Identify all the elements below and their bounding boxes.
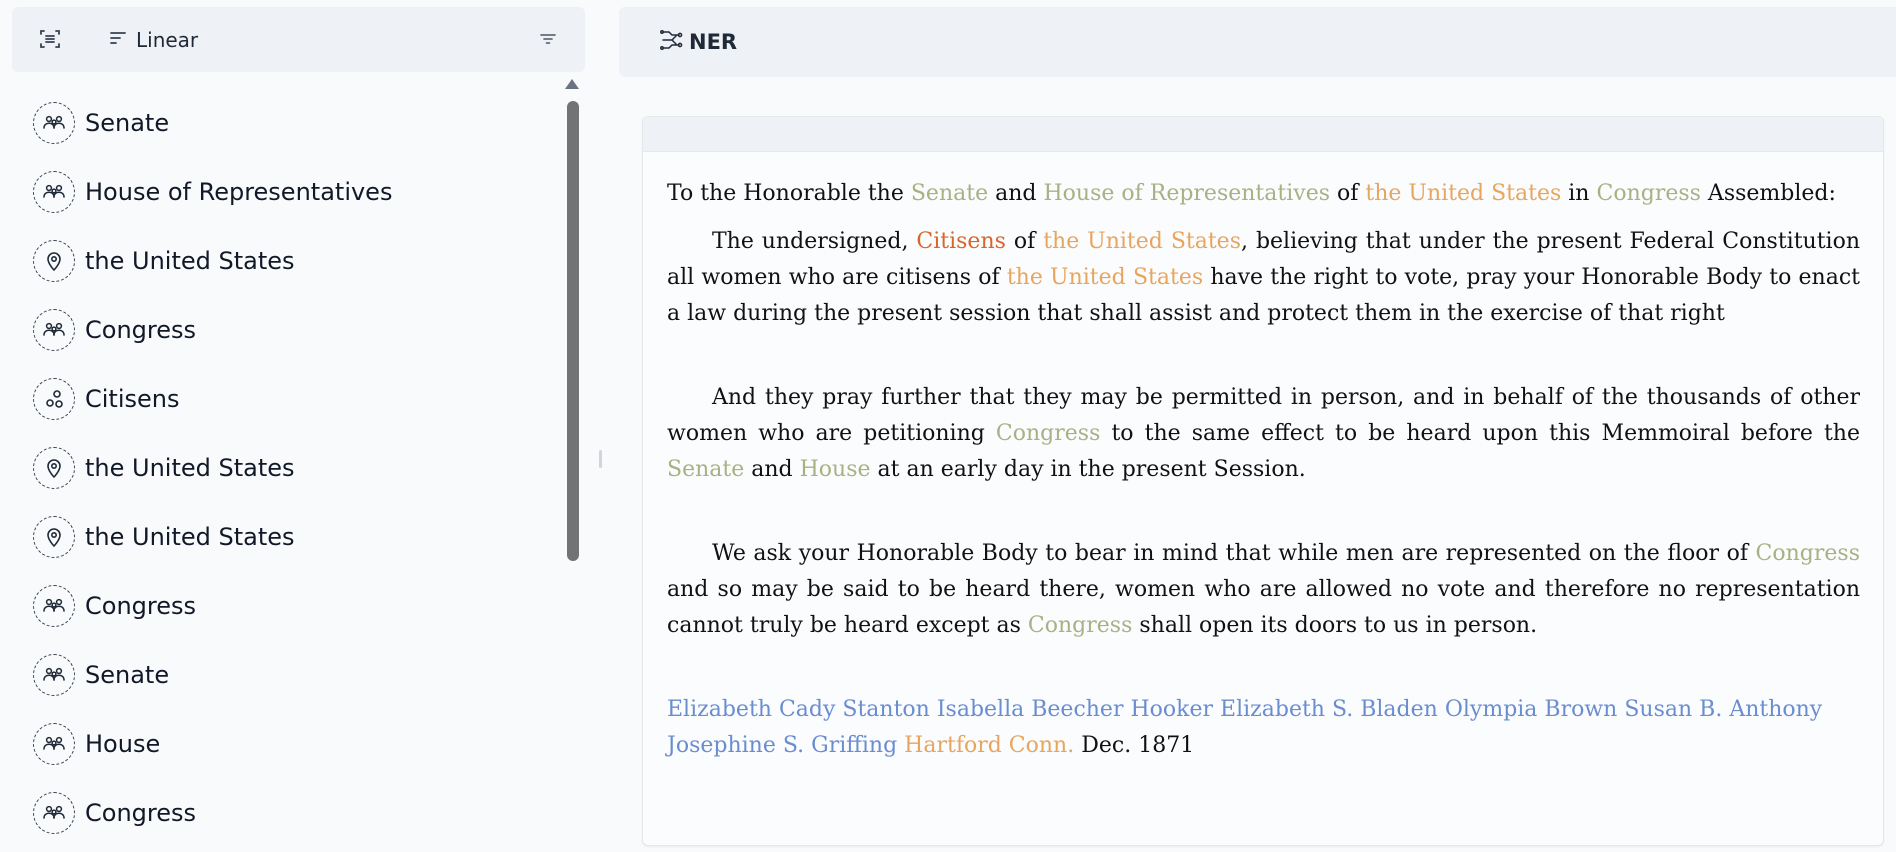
text-span: have the right to vote, pray your Honorable Body to enact a law during the present session that shall assist and protect them in the exercise of that right [667,265,1860,326]
text-span: Assembled: [1700,181,1836,206]
group-icon [33,378,75,420]
entity-list-item[interactable] [12,502,562,571]
text-span: of [1005,229,1044,254]
doc-paragraph-1 [667,224,1860,332]
entity-list-item[interactable] [12,295,562,364]
panel-title: NER [689,30,738,54]
people-icon [33,723,75,765]
text-span: and [744,457,800,482]
sort-icon [108,28,128,52]
person-entity[interactable]: Susan B. Anthony [1624,697,1823,722]
entity-list-item[interactable] [12,88,562,157]
organization-entity[interactable]: House of Representatives [1043,181,1331,206]
text-span: We ask your Honorable Body to bear in mind that while men are represented on the floor of [712,541,1756,566]
doc-paragraph-2 [667,380,1860,488]
entity-label: Citisens [85,384,180,413]
doc-title [667,176,1860,212]
text-span: And they pray further that they may be permitted in person, and in behalf of the thousands of other women who are petitioning [667,385,1860,446]
people-icon [33,585,75,627]
location-icon [33,447,75,489]
entity-label: Congress [85,591,196,620]
text-span: of [1330,181,1366,206]
panel-resize-handle[interactable] [599,450,602,468]
doc-paragraph-3 [667,536,1860,644]
entity-list-item[interactable] [12,778,562,847]
text-span: and so may be said to be heard there, women who are allowed no vote and therefore no representation cannot truly be heard except as [667,577,1860,638]
text-span [930,697,937,722]
person-entity[interactable]: Josephine S. Griffing [667,733,898,758]
location-entity[interactable]: the United States [1043,229,1241,254]
doc-signatures [667,692,1860,764]
location-icon [33,516,75,558]
entity-label: the United States [85,246,295,275]
entity-label: Congress [85,315,196,344]
location-entity[interactable]: the United States [1006,265,1204,290]
entity-list-item[interactable] [12,157,562,226]
text-span: and [988,181,1044,206]
people-icon [33,309,75,351]
organization-entity[interactable]: Senate [910,181,989,206]
person-entity[interactable]: Elizabeth S. Bladen [1220,697,1438,722]
organization-entity[interactable]: Congress [1755,541,1860,566]
document-card-header [643,117,1883,152]
entity-label: Senate [85,108,170,137]
text-span [1213,697,1220,722]
document-text [667,176,1860,764]
entity-list-item[interactable] [12,709,562,778]
location-icon [33,240,75,282]
text-span: shall open its doors to us in person. [1132,613,1538,638]
scroll-up-arrow[interactable] [565,79,579,89]
entity-label: Senate [85,660,170,689]
ner-header [619,7,1896,77]
organization-entity[interactable]: Congress [995,421,1101,446]
people-icon [33,792,75,834]
organization-entity[interactable]: House [799,457,871,482]
entity-list-item[interactable] [12,571,562,640]
scrollbar-thumb[interactable] [567,101,579,561]
entity-label: Congress [85,798,196,827]
group-entity[interactable]: Citisens [916,229,1006,254]
text-span: to the same effect to be heard upon this Memmoiral before the [1100,421,1860,446]
entity-label: the United States [85,453,295,482]
person-entity[interactable]: Elizabeth Cady Stanton [667,697,930,722]
text-span: in [1561,181,1597,206]
document-card [642,116,1884,846]
text-span [1438,697,1445,722]
person-entity[interactable]: Isabella Beecher Hooker [936,697,1214,722]
sort-mode-label: Linear [136,28,199,52]
people-icon [33,654,75,696]
people-icon [33,171,75,213]
collapse-icon[interactable] [36,25,64,53]
entity-list-item[interactable] [12,226,562,295]
entity-list [12,88,562,847]
entity-list-item[interactable] [12,640,562,709]
text-span: at an early day in the present Session. [870,457,1306,482]
filter-icon[interactable] [534,25,562,53]
entity-list-item[interactable] [12,364,562,433]
location-entity[interactable]: the United States [1365,181,1562,206]
organization-entity[interactable]: Senate [667,457,745,482]
entity-label: House [85,729,161,758]
organization-entity[interactable]: Congress [1027,613,1133,638]
text-span: To the Honorable the [667,181,911,206]
location-entity[interactable]: Hartford Conn. [904,733,1075,758]
people-icon [33,102,75,144]
sort-mode-button[interactable] [108,25,198,55]
person-entity[interactable]: Olympia Brown [1444,697,1618,722]
entity-label: House of Representatives [85,177,393,206]
list-toolbar [12,7,585,72]
text-span: , believing that under the present Federal Constitution all women who are citisens of [667,229,1860,290]
entity-list-item[interactable] [12,433,562,502]
entity-label: the United States [85,522,295,551]
circuit-icon [659,27,685,57]
text-span: The undersigned, [712,229,917,254]
text-span: Dec. 1871 [1074,733,1195,758]
organization-entity[interactable]: Congress [1596,181,1701,206]
